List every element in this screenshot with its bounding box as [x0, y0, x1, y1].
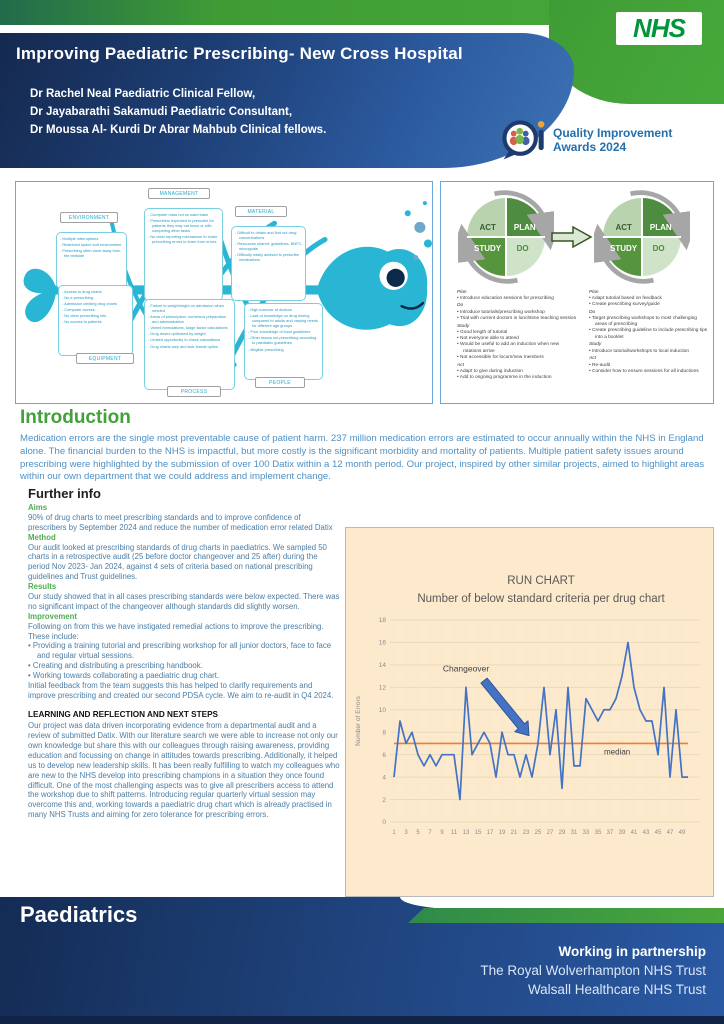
pdsa-act-label: ACT — [615, 222, 632, 232]
fishbone-cause-box — [56, 232, 127, 289]
fishbone-cause-box — [244, 303, 323, 380]
pdsa-cycle2-notes — [589, 288, 709, 375]
fishbone-cause-box — [144, 208, 223, 301]
x-tick-label: 35 — [594, 830, 602, 836]
fishbone-cause-item: - No clear reporting mechanism to share prescribing errors to learn from errors — [148, 234, 218, 245]
x-tick-label: 47 — [666, 830, 674, 836]
pdsa-cycle1-notes — [457, 288, 577, 381]
qi-logo-icon — [498, 116, 546, 164]
fishbone-cause-item: - Drug doses optimised by weight — [148, 331, 206, 337]
pdsa-note-item: • Would be useful to add an induction when new rotations arrive — [457, 342, 560, 354]
y-tick-label: 2 — [382, 796, 386, 804]
y-tick-label: 18 — [378, 617, 386, 625]
x-tick-label: 17 — [486, 830, 494, 836]
x-tick-label: 15 — [474, 830, 482, 836]
pdsa-note-item: • Introduce tutorials/prescribing workshop — [457, 309, 545, 315]
author-line: Dr Rachel Neal Paediatric Clinical Fellow, — [30, 88, 256, 100]
aims-text: 90% of drug charts to meet prescribing standards and to improve confidence of prescribers by September 2024 and reduce the number of medication error related Datix — [28, 512, 333, 532]
fishbone-cause-item: - Limited opportunity to check calculations — [148, 337, 221, 343]
pdsa-note-item: • Add to ongoing programme in the induction — [457, 375, 552, 381]
fishbone-cause-item: - No clear prescribing info — [62, 313, 107, 319]
page-title: Improving Paediatric Prescribing- New Cross Hospital — [16, 44, 463, 63]
department-title: Paediatrics — [20, 902, 138, 927]
fishbone-cause-item: - Areas of prescription: numerous preparation and administration — [148, 314, 227, 325]
fishbone-cause-item: - Other teams not prescribing according to paediatric guidelines — [248, 335, 317, 346]
fishbone-category-label: MATERIAL — [235, 206, 287, 217]
pdsa-note-item: • Target prescribing workshops to most challenging areas of prescribing — [589, 315, 697, 328]
fishbone-cause-item: - No e-prescribing — [62, 295, 93, 301]
fishbone-cause-item: - No access to patients — [62, 319, 102, 325]
pdsa-note-item: • Create prescribing guideline to include prescribing tips into a booklet — [589, 328, 708, 340]
improvement-bullet: • Providing a training tutorial and prescribing workshop for all junior doctors, face to face and regular virtual sessions. — [28, 641, 332, 661]
fishbone-cause-item: - Computer access — [62, 307, 95, 313]
improvement-intro: Following on from this we have instigated remedial actions to improve the prescribing. These include: — [28, 621, 324, 641]
pdsa-section-title: Study — [457, 323, 470, 329]
qi-awards-logo — [498, 116, 672, 164]
x-tick-label: 7 — [428, 830, 432, 836]
x-tick-label: 5 — [416, 830, 420, 836]
learning-text: Our project was data driven incorporating evidence from a departmental audit and a review of submitted Datix. With our literature search we were able to increase not only our own knowledge but share this with our colleagues through raising awareness, providing education and focussing on change in attitudes towards prescribing. Additionally, it helped us to develop new leadership skills. It has been really fulfilling to watch my colleagues who are new to the NHS develop into prescribing champions in a situation they once found difficult. One of the most challenging aspects was to give all prescribers access to attend the workshop due to shift patterns. Introducing regular quarterly virtual session may overcome this and, working towards a paediatric drug chart which is already practised in many NHS Trusts and aiming for zero tolerance for prescribing errors. — [28, 721, 340, 820]
pdsa-do-label: DO — [652, 243, 665, 253]
x-tick-label: 1 — [392, 830, 396, 836]
x-tick-label: 13 — [462, 830, 470, 836]
fishbone-cause-item: - Lack of knowledge on drug dosing compared to adults and varying needs for different age groups — [248, 313, 318, 329]
method-text: Our audit looked at prescribing standards of drug charts in paediatrics. We sampled 50 charts in a retrospective audit (25 before doctor changeover and 25 after) during the period Nov 2023- Jan 2024, against 4 sets of criteria based on national prescribing guidelines and Trust guidelines. — [28, 542, 327, 582]
partnership-block — [480, 943, 706, 1000]
x-tick-label: 23 — [522, 830, 530, 836]
introduction-heading: Introduction — [20, 407, 131, 428]
method-title: Method — [28, 532, 56, 542]
fishbone-cause-item: - Multiple interruptions — [60, 236, 99, 241]
fishbone-cause-item: - Prescribers expected to prescribe for patients they may not know or with competing other tasks — [148, 218, 214, 234]
pdsa-cycles-panel — [440, 181, 714, 404]
fishbone-cause-item: - Difficulty easily advised to prescribe medications — [235, 252, 299, 263]
fishbone-category-label: EQUIPMENT — [76, 353, 134, 364]
pdsa-note-item: • Consider how to ensure sessions for all inductions — [589, 368, 699, 374]
further-info-heading: Further info — [28, 486, 101, 501]
fishbone-category-label: PROCESS — [167, 386, 221, 397]
x-tick-label: 37 — [606, 830, 614, 836]
x-tick-label: 41 — [630, 830, 638, 836]
fishbone-cause-item: - Varied formulations, fudge factor calculations — [148, 325, 228, 331]
fishbone-cause-box — [58, 285, 133, 356]
pdsa-section-title: Do — [589, 309, 596, 315]
aims-title: Aims — [28, 503, 48, 512]
fishbone-diagram-panel — [15, 181, 433, 404]
further-info-column — [28, 503, 340, 820]
fishbone-cause-item: - Drug charts vary and lack formal option — [148, 343, 219, 349]
pdsa-wheel-1 — [467, 198, 545, 276]
y-axis-title: Number of Errors — [355, 696, 362, 746]
improvement-outro: Initial feedback from the team suggests this has helped to clarify requirements and improve prescribing and created our second PDSA cycle. We aim to re-audit in Q4 2024. — [28, 681, 334, 700]
author-line: Dr Moussa Al- Kurdi Dr Abrar Mahbub Clinical fellows. — [30, 123, 327, 136]
y-tick-label: 6 — [382, 751, 386, 759]
fishbone-cause-item: - Resources shared: guidelines, BNFC, microguide — [235, 241, 303, 252]
footer-green-stripe — [408, 908, 724, 923]
run-chart-panel — [345, 527, 714, 897]
pdsa-section-title: Act — [589, 356, 596, 362]
pdsa-section-title: Do — [457, 303, 464, 309]
fishbone-cause-item: - Prescribing often done away from the bedside — [60, 248, 121, 259]
author-list — [30, 86, 326, 139]
pdsa-note-item: • Introduce education sessions for prescribing — [457, 295, 554, 301]
pdsa-act-label: ACT — [479, 222, 496, 232]
pdsa-study-label: STUDY — [610, 243, 638, 253]
improvement-bullet: • Working towards collaborating a paediatric drug chart. — [28, 671, 220, 681]
pdsa-section-title: Study — [589, 342, 602, 348]
bottom-navy-strip — [0, 1016, 724, 1024]
pdsa-note-item: • Create prescribing survey/guide — [589, 301, 660, 307]
learning-title: LEARNING AND REFLECTION AND NEXT STEPS — [28, 709, 218, 719]
results-title: Results — [28, 582, 57, 592]
x-tick-label: 3 — [404, 830, 408, 836]
pdsa-section-title: Act — [457, 362, 464, 368]
fishbone-cause-item: - Poor knowledge of local guidelines — [248, 329, 311, 335]
changeover-label: Changeover — [442, 663, 490, 674]
fishbone-category-label: PEOPLE — [255, 377, 305, 388]
pdsa-plan-label: PLAN — [649, 222, 672, 232]
pdsa-note-item: • Trial with current doctors in lunchtime teaching session — [457, 315, 577, 321]
pdsa-section-title: Plan — [589, 289, 599, 295]
fishbone-cause-item: - Restricted space and environment — [60, 242, 122, 248]
transition-arrow-icon — [551, 225, 593, 249]
y-tick-label: 12 — [378, 684, 386, 692]
x-tick-label: 19 — [498, 830, 506, 836]
y-tick-label: 16 — [378, 639, 386, 647]
chart-title: RUN CHART — [507, 575, 575, 587]
y-tick-label: 14 — [378, 662, 386, 670]
trust-name: The Royal Wolverhampton NHS Trust — [480, 962, 706, 978]
changeover-arrow-icon — [481, 678, 529, 736]
pdsa-note-item: • Good length of tutorial — [457, 329, 508, 335]
y-tick-label: 4 — [382, 774, 386, 782]
fishbone-cause-item: - Admission clerking drug charts — [62, 301, 118, 307]
pdsa-note-item: • Not accessible for locum/new members — [457, 354, 544, 360]
pdsa-plan-label: PLAN — [513, 222, 536, 232]
pdsa-note-item: • Re-audit — [589, 362, 611, 368]
x-tick-label: 27 — [546, 830, 554, 836]
pdsa-note-item: • Not everyone able to attend — [457, 336, 519, 342]
nhs-logo — [616, 12, 702, 45]
improvement-bullet: • Creating and distributing a prescribing handbook. — [28, 661, 203, 671]
x-tick-label: 43 — [642, 830, 650, 836]
improvement-bullet-list — [28, 641, 340, 681]
x-tick-label: 31 — [570, 830, 578, 836]
x-tick-label: 45 — [654, 830, 662, 836]
run-chart-series — [394, 642, 688, 799]
fishbone-cause-box — [144, 299, 235, 390]
qi-logo-text: Quality Improvement Awards 2024 — [553, 125, 673, 154]
x-tick-label: 49 — [678, 830, 686, 836]
pdsa-do-label: DO — [516, 243, 529, 253]
trust-name: Walsall Healthcare NHS Trust — [527, 981, 706, 997]
fishbone-category-label: ENVIRONMENT — [60, 212, 118, 223]
pdsa-wheel-2 — [603, 198, 681, 276]
y-tick-label: 0 — [382, 819, 386, 827]
x-tick-label: 39 — [618, 830, 626, 836]
x-tick-label: 11 — [450, 830, 458, 836]
author-line: Dr Jayabarathi Sakamudi Paediatric Consultant, — [30, 105, 293, 118]
pdsa-note-item: • Adapt tutorial based on feedback — [589, 295, 662, 301]
introduction-text: Medication errors are the single most preventable cause of patient harm. 237 million medication errors are estimated to occur annually within the NHS in England alone. The financial burden to the NHS is impactful, but more costly is the significant morbidity and mortality of patients. Multiple patient safety issues around prescribing were highlighted by the submission of over 100 Datix within a 12 month period. Our project, inspired by other similar projects, aimed to highlight areas within our own department that we could address and implement change. — [20, 433, 705, 483]
partnership-title: Working in partnership — [558, 944, 706, 959]
pdsa-note-item: • Adapt to give during induction — [457, 368, 523, 374]
fishbone-cause-item: - High turnover of doctors — [248, 307, 292, 312]
fishbone-cause-item: - Illegible prescribing — [248, 346, 284, 352]
fishbone-cause-item: - Computer rotas not on ward base — [148, 212, 209, 217]
x-tick-label: 29 — [558, 830, 566, 836]
footer — [0, 897, 724, 1016]
nhs-logo-text: NHS — [633, 13, 685, 43]
median-label: median — [604, 747, 631, 757]
y-tick-label: 10 — [378, 706, 386, 714]
improvement-title: Improvement — [28, 611, 77, 621]
fishbone-category-label: MANAGEMENT — [148, 188, 210, 199]
pdsa-study-label: STUDY — [474, 243, 502, 253]
run-chart-svg — [346, 528, 711, 894]
x-tick-label: 9 — [440, 830, 444, 836]
results-text: Our study showed that in all cases prescribing standards were below expected. There was no significant impact of the changeover although standards did slightly worsen. — [28, 592, 340, 611]
pdsa-note-item: • Introduce tutorial/workshops to local induction — [589, 348, 690, 354]
fishbone-cause-item: - Access to drug charts — [62, 289, 102, 294]
x-tick-label: 21 — [510, 830, 518, 836]
x-tick-label: 25 — [534, 830, 542, 836]
x-tick-label: 33 — [582, 830, 590, 836]
pdsa-section-title: Plan — [457, 289, 467, 295]
fishbone-cause-box — [231, 226, 306, 301]
chart-subtitle: Number of below standard criteria per drug chart — [417, 593, 665, 605]
footer-white-notch — [400, 897, 724, 909]
fishbone-cause-item: - Failure to weigh/height on admission when needed — [148, 303, 224, 314]
y-tick-label: 8 — [382, 729, 386, 737]
fishbone-cause-item: - Difficult to obtain and find out drug concentrations — [235, 230, 297, 241]
